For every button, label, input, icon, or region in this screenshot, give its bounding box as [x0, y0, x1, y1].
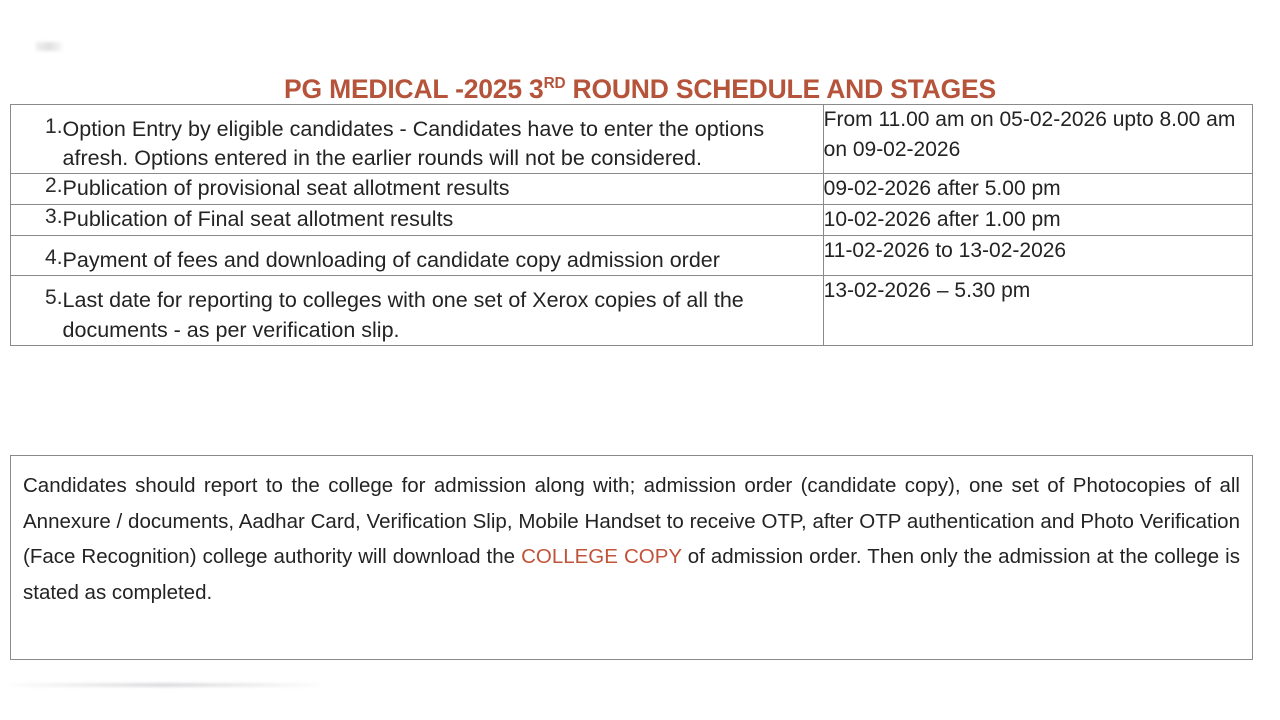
table-row: [11, 236, 1253, 276]
row-date: From 11.00 am on 05-02-2026 upto 8.00 am on 09-02-2026: [823, 105, 1252, 174]
row-task: Publication of Final seat allotment results: [63, 205, 824, 236]
row-date: 11-02-2026 to 13-02-2026: [823, 236, 1252, 276]
page-title-ordinal-suffix: RD: [543, 75, 566, 93]
row-date: 13-02-2026 – 5.30 pm: [823, 276, 1252, 345]
row-task: Publication of provisional seat allotment results: [63, 174, 824, 205]
row-task: Last date for reporting to colleges with one set of Xerox copies of all the documents - as per verification slip.: [63, 276, 824, 345]
page-title: [0, 74, 1280, 105]
footer-note: [10, 455, 1253, 660]
table-row: [11, 205, 1253, 236]
table-row: [11, 105, 1253, 174]
row-number: 1.: [11, 105, 63, 174]
page-title-suffix: ROUND SCHEDULE AND STAGES: [565, 74, 996, 104]
schedule-table: [10, 104, 1253, 346]
row-date: 10-02-2026 after 1.00 pm: [823, 205, 1252, 236]
table-row: [11, 174, 1253, 205]
page-title-prefix: PG MEDICAL -2025 3: [284, 74, 544, 104]
table-row: [11, 276, 1253, 345]
footer-note-highlight: COLLEGE COPY: [521, 545, 682, 569]
footer-note-part2: of admission order. Then only the admission at the college is stated as completed.: [23, 545, 1240, 604]
row-number: 3.: [11, 205, 63, 236]
scan-artifact-icon: [36, 42, 62, 51]
footer-note-text: [23, 468, 1240, 611]
row-number: 5.: [11, 276, 63, 345]
row-task: Option Entry by eligible candidates - Candidates have to enter the options afresh. Options entered in the earlier rounds will not be considered.: [63, 105, 824, 174]
row-number: 2.: [11, 174, 63, 205]
scan-artifact-line-icon: [0, 683, 330, 687]
footer-note-part1: Candidates should report to the college for admission along with; admission order (candidate copy), one set of Photocopies of all Annexure / documents, Aadhar Card, Verification Slip, Mobile Handset to receive OTP, after OTP authentication and Photo Verification (Face Recognition) college authority will download the: [23, 474, 1240, 569]
row-date: 09-02-2026 after 5.00 pm: [823, 174, 1252, 205]
row-number: 4.: [11, 236, 63, 276]
row-task: Payment of fees and downloading of candidate copy admission order: [63, 236, 824, 276]
